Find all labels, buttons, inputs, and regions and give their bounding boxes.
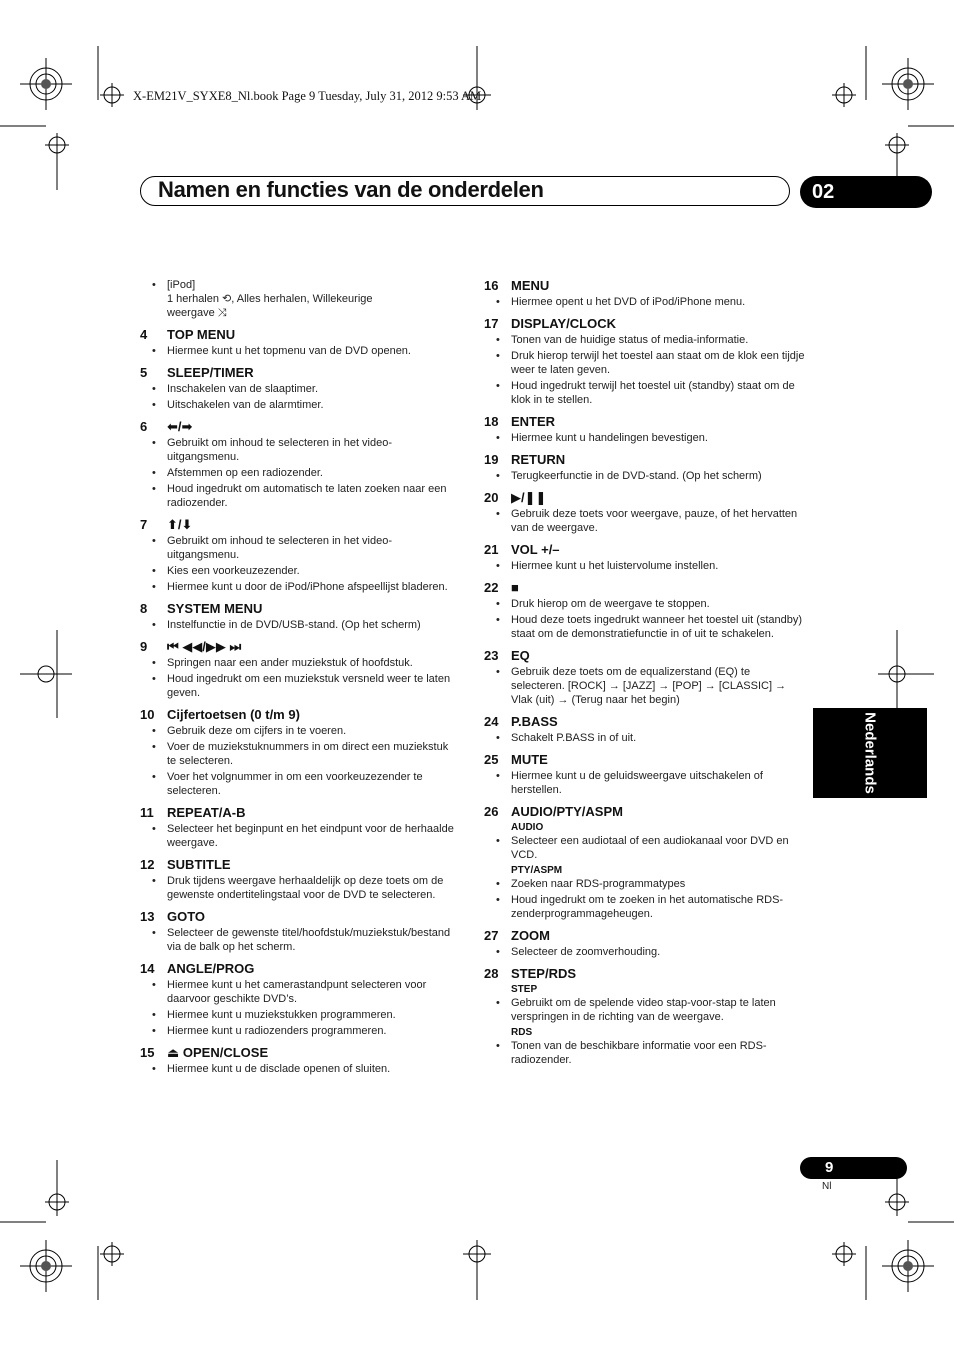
bullet-item: • Druk hierop om de weergave te stoppen. xyxy=(484,597,806,611)
bullet-item: • Voer het volgnummer in om een voorkeuzezender te selecteren. xyxy=(140,770,460,798)
section-title: Cijfertoetsen (0 t/m 9) xyxy=(167,707,300,722)
bullet-item: • Hiermee kunt u muziekstukken programmeren. xyxy=(140,1008,460,1022)
language-side-tab xyxy=(813,708,927,798)
bullet-item: • Houd deze toets ingedrukt wanneer het toestel uit (standby) staat om de demonstratiefunctie in of uit te schakelen. xyxy=(484,613,806,641)
function-section xyxy=(140,857,460,902)
bullet-item: • Selecteer de zoomverhouding. xyxy=(484,945,806,959)
book-info-line: X-EM21V_SYXE8_Nl.book Page 9 Tuesday, July 31, 2012 9:53 AM xyxy=(133,89,482,103)
ipod-line-2: 1 herhalen ⟲, Alles herhalen, Willekeurige xyxy=(167,293,373,305)
section-title: RETURN xyxy=(511,452,566,467)
page-number: 9 xyxy=(800,1157,907,1179)
section-title: ⬆/⬇ xyxy=(167,517,193,532)
function-section xyxy=(484,452,806,483)
bullet-item: • Gebruik deze om cijfers in te voeren. xyxy=(140,724,460,738)
section-title: ■ xyxy=(511,580,519,595)
bullet-item: • Hiermee kunt u de disclade openen of sluiten. xyxy=(140,1062,460,1076)
function-section xyxy=(140,707,460,798)
section-number: 27 xyxy=(484,928,499,943)
bullet-item: • Houd ingedrukt om een muziekstuk versneld weer te laten geven. xyxy=(140,672,460,700)
section-number: 4 xyxy=(140,327,148,342)
section-heading xyxy=(484,928,806,944)
section-number: 5 xyxy=(140,365,148,380)
page-language: Nl xyxy=(822,1181,832,1192)
right-column xyxy=(484,278,806,1074)
section-heading xyxy=(484,966,806,982)
section-heading xyxy=(484,648,806,664)
section-title: SUBTITLE xyxy=(167,857,231,872)
section-heading xyxy=(484,752,806,768)
language-label: Nederlands xyxy=(861,712,879,794)
section-heading xyxy=(484,316,806,332)
section-heading xyxy=(140,517,460,533)
bullet-item: • Houd ingedrukt om automatisch te laten zoeken naar een radiozender. xyxy=(140,482,460,510)
bullet-item: • Gebruik deze toets om de equalizerstand (EQ) te selecteren. [ROCK] → [JAZZ] → [POP] → [CLASSIC] → Vlak (uit) → (Terug naar het begin) xyxy=(484,665,806,707)
ipod-bullet xyxy=(140,278,460,320)
right-sections xyxy=(484,278,806,1067)
section-title: REPEAT/A-B xyxy=(167,805,246,820)
bullet-item: • Gebruik deze toets voor weergave, pauze, of het hervatten van de weergave. xyxy=(484,507,806,535)
bullet-item: • Hiermee kunt u het luistervolume instellen. xyxy=(484,559,806,573)
function-section xyxy=(484,966,806,1067)
ipod-line-1: • [iPod] xyxy=(167,279,196,291)
section-heading xyxy=(140,857,460,873)
bullet-item: • Gebruikt om inhoud te selecteren in het video-uitgangsmenu. xyxy=(140,534,460,562)
bullet-item: • Druk hierop terwijl het toestel aan staat om de klok een tijdje weer te laten geven. xyxy=(484,349,806,377)
section-title: ⬅/➡ xyxy=(167,419,193,434)
bullet-item: • Springen naar een ander muziekstuk of hoofdstuk. xyxy=(140,656,460,670)
section-number: 21 xyxy=(484,542,499,557)
function-section xyxy=(484,752,806,797)
section-number: 20 xyxy=(484,490,499,505)
section-number: 18 xyxy=(484,414,499,429)
bullet-item: • Druk tijdens weergave herhaaldelijk op deze toets om de gewenste ondertitelingstaal voor de DVD te selecteren. xyxy=(140,874,460,902)
function-section xyxy=(484,316,806,407)
section-number: 8 xyxy=(140,601,148,616)
function-section xyxy=(140,961,460,1038)
section-title: TOP MENU xyxy=(167,327,236,342)
bullet-item: • Gebruikt om de spelende video stap-voor-stap te laten verspringen in de richting van de weergave. xyxy=(484,996,806,1024)
section-heading xyxy=(484,714,806,730)
function-section xyxy=(140,419,460,510)
bullet-item: • Hiermee kunt u de geluidsweergave uitschakelen of herstellen. xyxy=(484,769,806,797)
left-sections xyxy=(140,327,460,1076)
section-heading xyxy=(140,961,460,977)
section-heading xyxy=(140,1045,460,1061)
section-title: ANGLE/PROG xyxy=(167,961,255,976)
section-title: DISPLAY/CLOCK xyxy=(511,316,616,331)
bullet-item: • Hiermee kunt u handelingen bevestigen. xyxy=(484,431,806,445)
section-title: VOL +/– xyxy=(511,542,560,557)
section-heading xyxy=(140,365,460,381)
ipod-line-3: weergave ⤨ xyxy=(167,307,227,319)
section-number: 17 xyxy=(484,316,499,331)
bullet-item: • Hiermee kunt u het camerastandpunt selecteren voor daarvoor geschikte DVD’s. xyxy=(140,978,460,1006)
section-title: EQ xyxy=(511,648,530,663)
bullet-item: • Inschakelen van de slaaptimer. xyxy=(140,382,460,396)
section-heading xyxy=(140,419,460,435)
ipod-intro xyxy=(140,278,460,320)
section-number: 22 xyxy=(484,580,499,595)
function-section xyxy=(484,648,806,707)
bullet-item: • Zoeken naar RDS-programmatypes xyxy=(484,877,806,891)
section-heading xyxy=(140,805,460,821)
function-section xyxy=(140,327,460,358)
bullet-item: • Gebruikt om inhoud te selecteren in het video-uitgangsmenu. xyxy=(140,436,460,464)
section-number: 14 xyxy=(140,961,155,976)
bullet-item: • Voer de muziekstuknummers in om direct een muziekstuk te selecteren. xyxy=(140,740,460,768)
section-heading xyxy=(484,414,806,430)
section-number: 13 xyxy=(140,909,155,924)
section-number: 26 xyxy=(484,804,499,819)
function-section xyxy=(140,1045,460,1076)
section-number: 15 xyxy=(140,1045,155,1060)
section-number: 11 xyxy=(140,805,154,820)
section-heading xyxy=(484,452,806,468)
section-number: 19 xyxy=(484,452,499,467)
bullet-item: • Hiermee kunt u het topmenu van de DVD openen. xyxy=(140,344,460,358)
section-number: 12 xyxy=(140,857,155,872)
section-title: ▶/❚❚ xyxy=(511,490,547,505)
bullet-item: • Terugkeerfunctie in de DVD-stand. (Op het scherm) xyxy=(484,469,806,483)
function-section xyxy=(140,639,460,700)
chapter-badge: 02 xyxy=(800,176,932,208)
section-heading xyxy=(484,580,806,596)
function-section xyxy=(140,601,460,632)
sub-heading: STEP xyxy=(511,984,538,995)
section-title: ⏏ OPEN/CLOSE xyxy=(167,1045,269,1060)
section-title: SYSTEM MENU xyxy=(167,601,263,616)
sub-heading: RDS xyxy=(511,1027,533,1038)
section-number: 24 xyxy=(484,714,499,729)
page-title: Namen en functies van de onderdelen xyxy=(158,177,544,202)
bullet-item: • Selecteer een audiotaal of een audiokanaal voor DVD en VCD. xyxy=(484,834,806,862)
function-section xyxy=(140,805,460,850)
section-heading xyxy=(484,490,806,506)
bullet-item: • Uitschakelen van de alarmtimer. xyxy=(140,398,460,412)
section-title: STEP/RDS xyxy=(511,966,577,981)
section-title: MUTE xyxy=(511,752,548,767)
section-heading xyxy=(140,707,460,723)
bullet-item: • Selecteer de gewenste titel/hoofdstuk/muziekstuk/bestand via de balk op het scherm. xyxy=(140,926,460,954)
section-title: P.BASS xyxy=(511,714,558,729)
section-number: 10 xyxy=(140,707,155,722)
bullet-item: • Kies een voorkeuzezender. xyxy=(140,564,460,578)
section-heading xyxy=(140,639,460,655)
sub-heading: PTY/ASPM xyxy=(511,865,563,876)
bullet-item: • Hiermee opent u het DVD of iPod/iPhone menu. xyxy=(484,295,806,309)
bullet-item: • Hiermee kunt u radiozenders programmeren. xyxy=(140,1024,460,1038)
bullet-item: • Selecteer het beginpunt en het eindpunt voor de herhaalde weergave. xyxy=(140,822,460,850)
section-title: GOTO xyxy=(167,909,206,924)
section-number: 16 xyxy=(484,278,499,293)
section-title: ENTER xyxy=(511,414,556,429)
bullet-item: • Afstemmen op een radiozender. xyxy=(140,466,460,480)
section-heading xyxy=(484,542,806,558)
bullet-item: • Hiermee kunt u door de iPod/iPhone afspeellijst bladeren. xyxy=(140,580,460,594)
section-heading xyxy=(140,327,460,343)
section-number: 6 xyxy=(140,419,148,434)
function-section xyxy=(484,804,806,921)
bullet-item: • Houd ingedrukt om te zoeken in het automatische RDS-zenderprogrammageheugen. xyxy=(484,893,806,921)
section-title: SLEEP/TIMER xyxy=(167,365,254,380)
function-section xyxy=(484,580,806,641)
bullet-item: • Tonen van de beschikbare informatie voor een RDS-radiozender. xyxy=(484,1039,806,1067)
function-section xyxy=(140,909,460,954)
section-heading xyxy=(484,278,806,294)
function-section xyxy=(140,365,460,412)
section-heading xyxy=(140,909,460,925)
section-number: 28 xyxy=(484,966,499,981)
left-column xyxy=(140,278,460,1083)
section-number: 9 xyxy=(140,639,148,654)
section-number: 23 xyxy=(484,648,499,663)
function-section xyxy=(484,714,806,745)
function-section xyxy=(484,928,806,959)
function-section xyxy=(140,517,460,594)
section-title: MENU xyxy=(511,278,550,293)
function-section xyxy=(484,490,806,535)
section-title: ZOOM xyxy=(511,928,550,943)
section-title: ⏮ ◀◀/▶▶ ⏭ xyxy=(167,639,242,654)
section-number: 25 xyxy=(484,752,499,767)
section-heading xyxy=(484,804,806,820)
function-section xyxy=(484,278,806,309)
sub-heading: AUDIO xyxy=(511,822,544,833)
bullet-item: • Houd ingedrukt terwijl het toestel uit (standby) staat om de klok in te stellen. xyxy=(484,379,806,407)
bullet-item: • Schakelt P.BASS in of uit. xyxy=(484,731,806,745)
section-number: 7 xyxy=(140,517,148,532)
function-section xyxy=(484,542,806,573)
section-title: AUDIO/PTY/ASPM xyxy=(511,804,623,819)
bullet-item: • Instelfunctie in de DVD/USB-stand. (Op het scherm) xyxy=(140,618,460,632)
bullet-item: • Tonen van de huidige status of media-informatie. xyxy=(484,333,806,347)
section-heading xyxy=(140,601,460,617)
function-section xyxy=(484,414,806,445)
